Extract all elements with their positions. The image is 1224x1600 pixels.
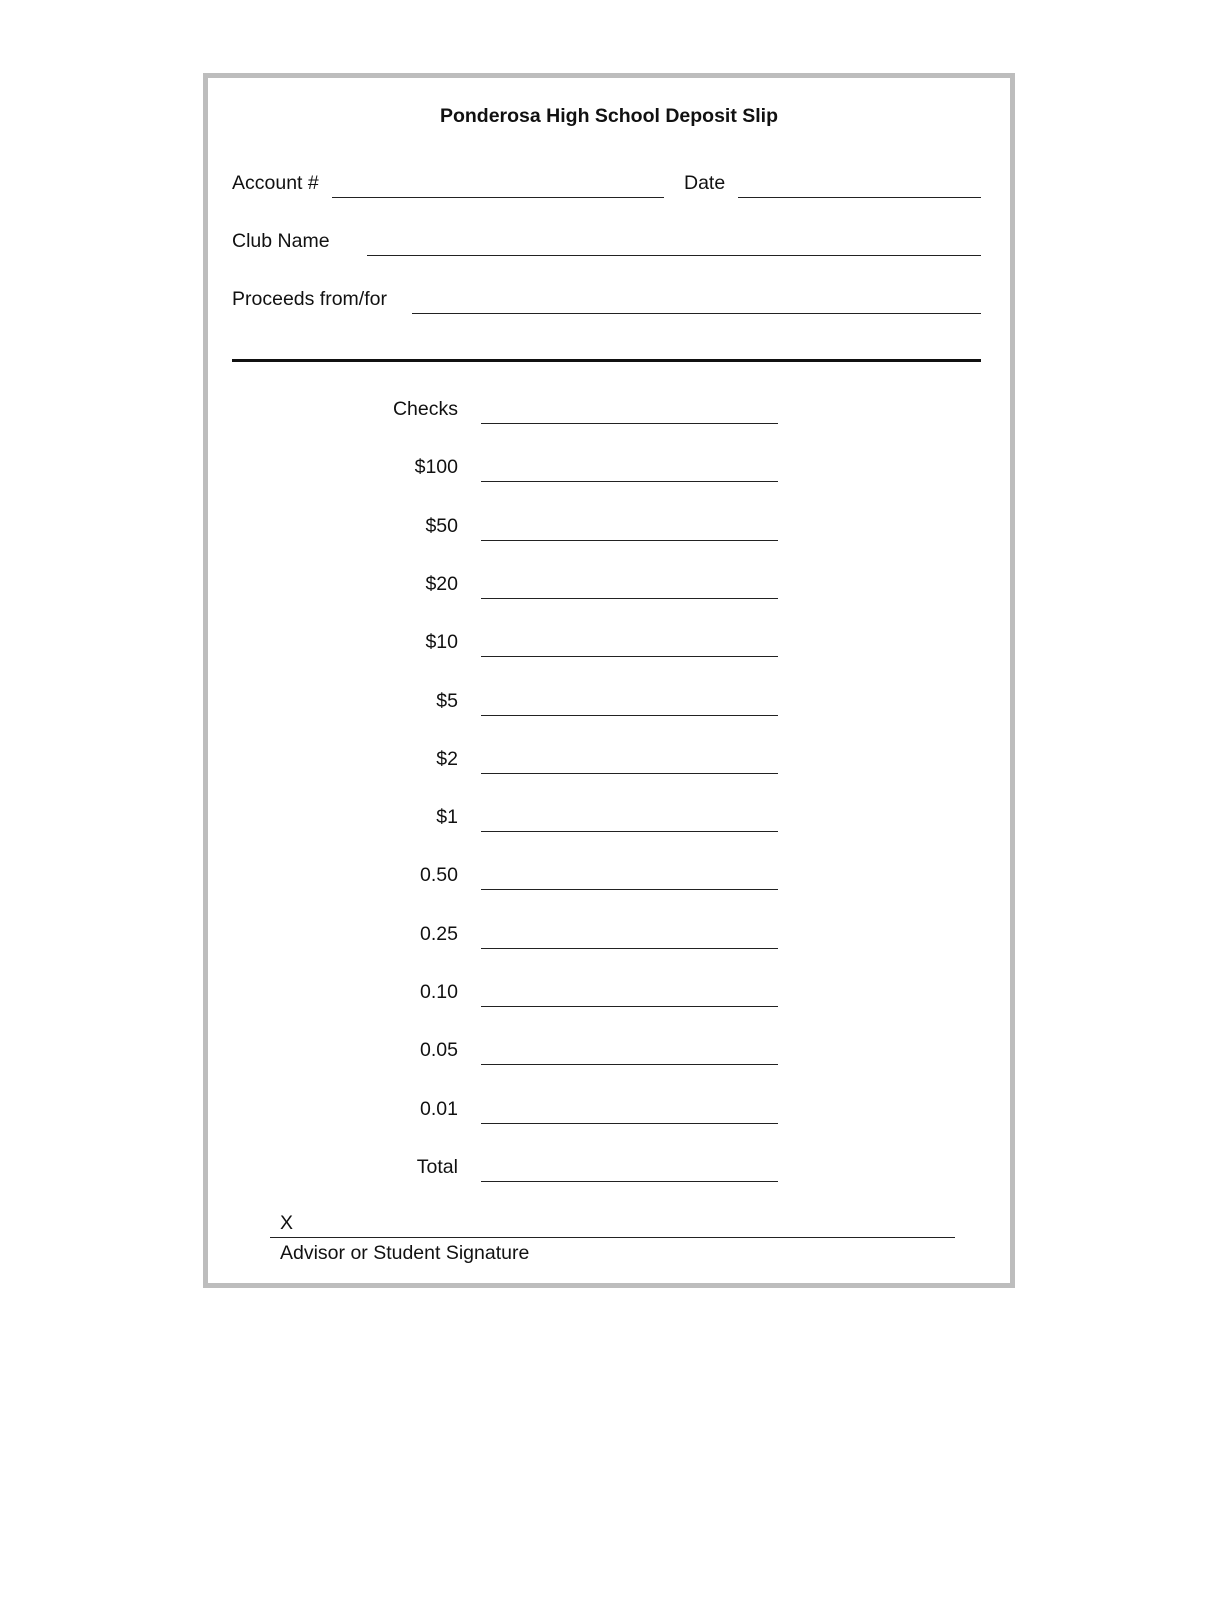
denomination-label: Checks: [392, 398, 458, 420]
denomination-label: 0.10: [420, 981, 458, 1003]
denomination-label: Total: [416, 1155, 458, 1178]
form-title: Ponderosa High School Deposit Slip: [439, 105, 779, 127]
proceeds-field[interactable]: [412, 313, 981, 314]
denomination-label: $100: [414, 456, 458, 479]
denomination-label: 0.01: [420, 1097, 458, 1120]
denomination-amount-field[interactable]: [481, 831, 778, 832]
denomination-amount-field[interactable]: [481, 1064, 778, 1065]
denomination-amount-field[interactable]: [481, 773, 778, 774]
denomination-amount-field[interactable]: [481, 1006, 778, 1007]
account-number-field[interactable]: [332, 197, 664, 198]
club-name-label: Club Name: [232, 230, 330, 252]
denomination-label: $5: [436, 689, 458, 712]
denomination-amount-field[interactable]: [481, 1123, 778, 1124]
denomination-label: $2: [436, 747, 458, 770]
denomination-amount-field[interactable]: [481, 598, 778, 599]
account-number-label: Account #: [232, 172, 319, 194]
denomination-amount-field[interactable]: [481, 715, 778, 716]
denomination-amount-field[interactable]: [481, 948, 778, 949]
denomination-amount-field[interactable]: [481, 423, 778, 424]
date-field[interactable]: [738, 197, 981, 198]
denomination-amount-field[interactable]: [481, 481, 778, 482]
denomination-amount-field[interactable]: [481, 540, 778, 541]
denomination-amount-field[interactable]: [481, 1181, 778, 1182]
signature-mark: X: [280, 1212, 294, 1234]
denomination-label: 0.50: [420, 864, 458, 887]
denomination-label: 0.05: [420, 1039, 458, 1062]
denomination-label: 0.25: [420, 922, 458, 945]
denomination-label: $1: [436, 806, 458, 829]
denomination-amount-field[interactable]: [481, 889, 778, 890]
signature-field[interactable]: [270, 1237, 955, 1238]
proceeds-label: Proceeds from/for: [232, 288, 387, 310]
club-name-field[interactable]: [367, 255, 981, 256]
denomination-label: $10: [425, 631, 458, 654]
section-divider: [232, 359, 981, 362]
denomination-label: $50: [425, 514, 458, 537]
denomination-amount-field[interactable]: [481, 656, 778, 657]
denomination-label: $20: [425, 572, 458, 595]
date-label: Date: [684, 172, 726, 194]
deposit-slip-frame: [203, 73, 1015, 1288]
signature-caption: Advisor or Student Signature: [280, 1242, 530, 1264]
